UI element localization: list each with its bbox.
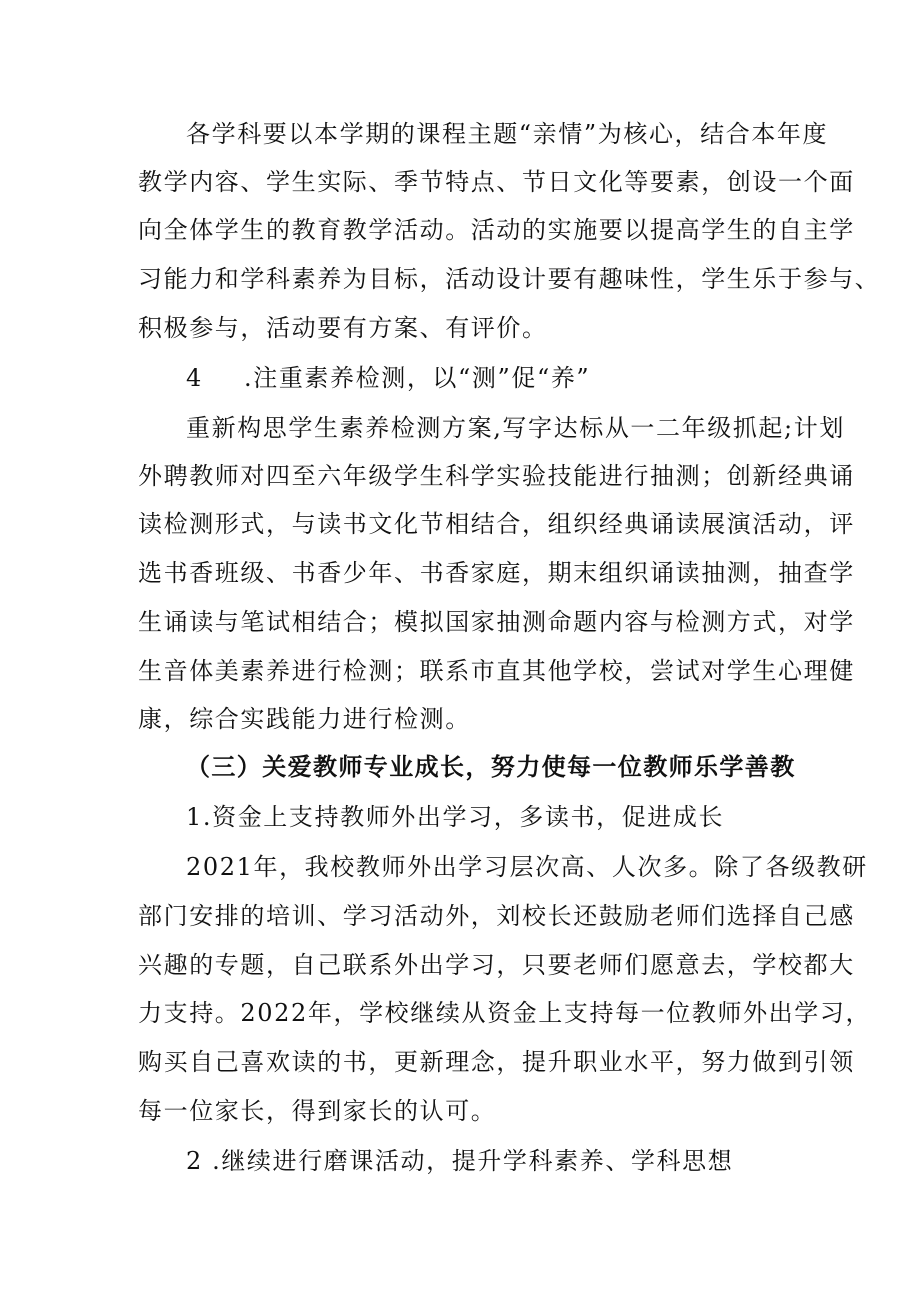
- paragraph-line: 2021年，我校教师外出学习层次高、人次多。除了各级教研: [186, 853, 868, 881]
- paragraph-line: 兴趣的专题，自己联系外出学习，只要老师们愿意去，学校都大: [138, 951, 855, 979]
- paragraph-line: 各学科要以本学期的课程主题“亲情”为核心，结合本年度: [186, 120, 829, 148]
- paragraph-line: 积极参与，活动要有方案、有评价。: [138, 314, 548, 342]
- subheading-1: 1.资金上支持教师外出学习，多读书，促进成长: [186, 803, 725, 831]
- paragraph-line: 部门安排的培训、学习活动外，刘校长还鼓励老师们选择自己感: [138, 902, 855, 930]
- paragraph-line: 生音体美素养进行检测；联系市直其他学校，尝试对学生心理健: [138, 657, 855, 685]
- section-title: .注重素养检测，以“测”促“养”: [244, 364, 591, 392]
- subheading-2: 2 .继续进行磨课活动，提升学科素养、学科思想: [186, 1147, 734, 1175]
- section-heading-4: [186, 362, 798, 394]
- paragraph-line: 读检测形式，与读书文化节相结合，组织经典诵读展演活动，评: [138, 510, 855, 538]
- paragraph-line: 康，综合实践能力进行检测。: [138, 705, 471, 733]
- paragraph-line: 力支持。2022年，学校继续从资金上支持每一位教师外出学习，: [138, 999, 872, 1027]
- paragraph-line: 外聘教师对四至六年级学生科学实验技能进行抽测；创新经典诵: [138, 462, 855, 490]
- section-number: 4: [186, 364, 203, 392]
- paragraph-line: 重新构思学生素养检测方案,写字达标从一二年级抓起;计划: [186, 414, 845, 442]
- paragraph-line: 购买自己喜欢读的书，更新理念，提升职业水平，努力做到引领: [138, 1048, 855, 1076]
- paragraph-line: 向全体学生的教育教学活动。活动的实施要以提高学生的自主学: [138, 216, 855, 244]
- paragraph-line: 生诵读与笔试相结合；模拟国家抽测命题内容与检测方式，对学: [138, 608, 855, 636]
- paragraph-line: 教学内容、学生实际、季节特点、节日文化等要素，创设一个面: [138, 168, 855, 196]
- paragraph-line: 每一位家长，得到家长的认可。: [138, 1097, 497, 1125]
- paragraph-line: 选书香班级、书香少年、书香家庭，期末组织诵读抽测，抽查学: [138, 559, 855, 587]
- chapter-heading: （三）关爱教师专业成长，努力使每一位教师乐学善教: [186, 752, 796, 781]
- paragraph-line: 习能力和学科素养为目标，活动设计要有趣味性，学生乐于参与、: [138, 265, 881, 293]
